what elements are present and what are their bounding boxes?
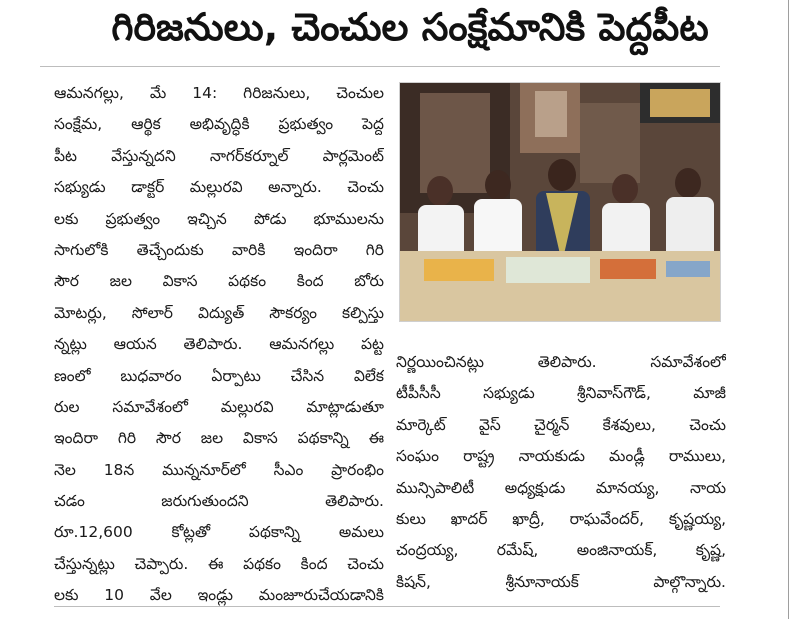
body-line: కిషన్, శ్రీనూనాయక్ పాల్గొన్నారు. bbox=[396, 572, 726, 591]
left-column bbox=[54, 78, 384, 612]
body-line: మార్కెట్ వైస్ చైర్మన్ కేశవులు, చెంచు bbox=[396, 415, 726, 434]
body-line: పీట వేస్తున్నదని నాగర్‌కర్నూల్ పార్లమెంట్ bbox=[54, 146, 384, 165]
body-line: ఇందిరా గిరి సౌర జల వికాస పథకాన్ని ఈ bbox=[54, 429, 384, 448]
body-line: సంఘం రాష్ట్ర నాయకుడు మండ్లీ రాములు, bbox=[396, 447, 726, 466]
body-line: ణంలో బుధవారం ఏర్పాటు చేసిన విలేక bbox=[54, 366, 384, 385]
body-line: నిర్ణయించినట్లు తెలిపారు. సమావేశంలో bbox=[396, 353, 726, 371]
top-divider bbox=[40, 66, 720, 67]
body-line: మోటర్లు, సోలార్ విద్యుత్ సౌకర్యం కల్పిస్తు bbox=[54, 303, 384, 322]
photo-illustration bbox=[400, 83, 720, 321]
bottom-divider bbox=[54, 606, 720, 607]
body-line: చంద్రయ్య, రమేష్, అంజినాయక్, కృష్ణ, bbox=[396, 541, 726, 560]
body-line: సభ్యుడు డాక్టర్ మల్లురవి అన్నారు. చెంచు bbox=[54, 178, 384, 197]
page-edge-rule bbox=[788, 0, 789, 619]
body-line: లకు 10 వేల ఇండ్లు మంజూరుచేయడానికి bbox=[54, 586, 384, 605]
press-meet-photo bbox=[399, 82, 721, 322]
body-line: చడం జరుగుతుందని తెలిపారు. bbox=[54, 492, 384, 511]
body-line: రుల సమావేశంలో మల్లురవి మాట్లాడుతూ bbox=[54, 397, 384, 416]
body-line: టీపీసీసీ సభ్యుడు శ్రీనివాస్‌గౌడ్, మాజీ bbox=[396, 384, 726, 403]
body-line: సంక్షేమ, ఆర్థిక అభివృద్ధికి ప్రభుత్వం పెద్ద bbox=[54, 115, 384, 134]
body-line: మున్సిపాలిటీ అధ్యక్షుడు మానయ్య, నాయ bbox=[396, 478, 726, 497]
body-line: కులు ఖాదర్ ఖాద్రీ, రాఘవేందర్, కృష్ణయ్య, bbox=[396, 509, 726, 528]
body-line: చేస్తున్నట్లు చెప్పారు. ఈ పథకం కింద చెంచు bbox=[54, 554, 384, 573]
body-line: ఆమనగల్లు, మే 14: గిరిజనులు, చెంచుల bbox=[54, 84, 384, 102]
body-line: సాగులోకి తెచ్చేందుకు వారికి ఇందిరా గిరి bbox=[54, 240, 384, 259]
right-column bbox=[396, 347, 726, 598]
body-line: న్నట్లు ఆయన తెలిపారు. ఆమనగల్లు పట్ట bbox=[54, 335, 384, 354]
body-line: నెల 18న మున్ననూర్‌లో సీఎం ప్రారంభిం bbox=[54, 460, 384, 479]
body-line: లకు ప్రభుత్వం ఇచ్చిన పోడు భూములను bbox=[54, 209, 384, 228]
body-line: రూ.12,600 కోట్లతో పథకాన్ని అమలు bbox=[54, 523, 384, 542]
headline: గిరిజనులు, చెంచుల సంక్షేమానికి పెద్దపీట bbox=[111, 5, 709, 49]
body-line: సౌర జల వికాస పథకం కింద బోరు bbox=[54, 272, 384, 291]
